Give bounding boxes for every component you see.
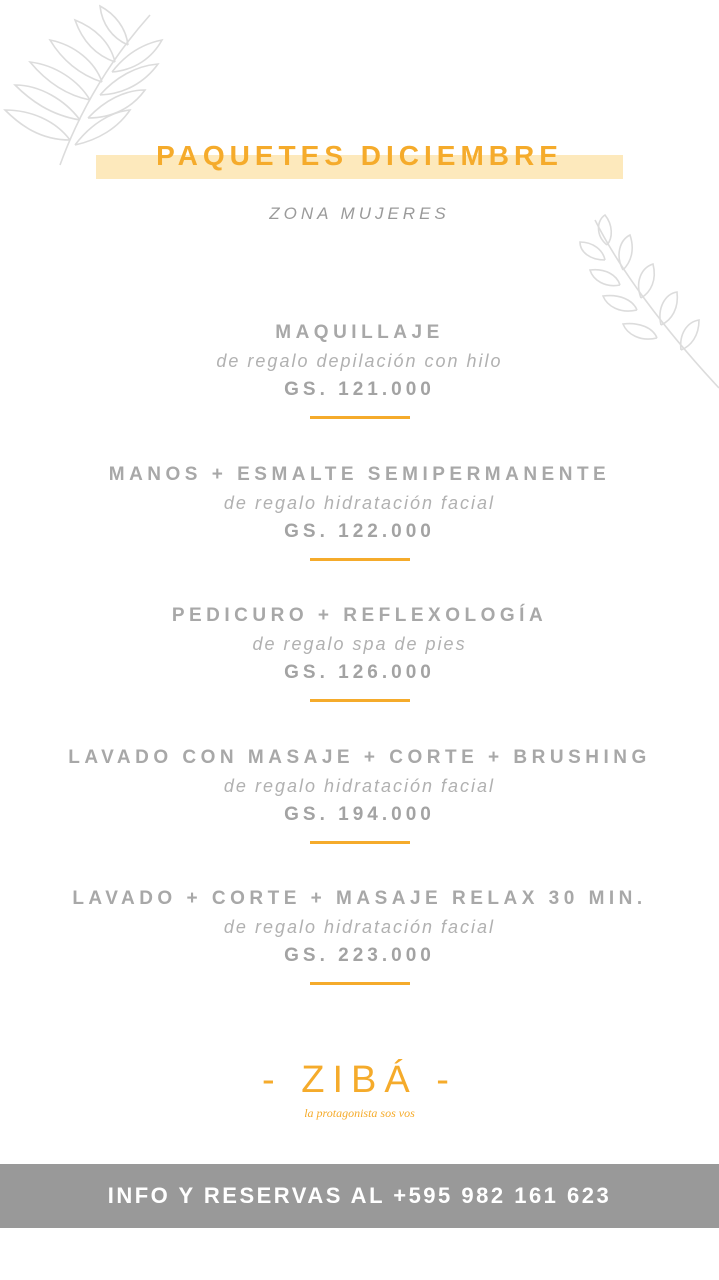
package-name: LAVADO CON MASAJE + CORTE + BRUSHING (68, 747, 651, 768)
page-subtitle: ZONA MUJERES (269, 204, 450, 223)
package-gift: de regalo hidratación facial (223, 776, 496, 796)
logo-tagline: la protagonista sos vos (304, 1106, 415, 1120)
header (0, 136, 719, 176)
footer-contact-text: INFO Y RESERVAS AL +595 982 161 623 (107, 1183, 612, 1208)
package-price: GS. 194.000 (284, 804, 435, 825)
package-gift: de regalo hidratación facial (223, 917, 496, 937)
footer-banner (0, 1164, 719, 1228)
package-divider (310, 558, 410, 561)
package-item (0, 319, 719, 419)
package-item (0, 744, 719, 844)
package-price: GS. 126.000 (284, 662, 435, 683)
page-title: PAQUETES DICIEMBRE (156, 140, 563, 171)
package-price: GS. 121.000 (284, 379, 435, 400)
package-item (0, 461, 719, 561)
package-item (0, 885, 719, 985)
package-divider (310, 982, 410, 985)
package-gift: de regalo hidratación facial (223, 493, 496, 513)
package-gift: de regalo spa de pies (252, 634, 467, 654)
package-item (0, 602, 719, 702)
package-name: LAVADO + CORTE + MASAJE RELAX 30 MIN. (72, 888, 647, 909)
package-divider (310, 841, 410, 844)
brand-logo (0, 1058, 719, 1121)
package-price: GS. 122.000 (284, 521, 435, 542)
package-divider (310, 416, 410, 419)
package-name: MANOS + ESMALTE SEMIPERMANENTE (108, 464, 611, 485)
logo-text: - ZIBÁ - (262, 1059, 457, 1101)
package-price: GS. 223.000 (284, 945, 435, 966)
package-name: MAQUILLAJE (275, 322, 444, 343)
package-name: PEDICURO + REFLEXOLOGÍA (171, 605, 548, 626)
package-divider (310, 699, 410, 702)
package-gift: de regalo depilación con hilo (216, 351, 503, 371)
